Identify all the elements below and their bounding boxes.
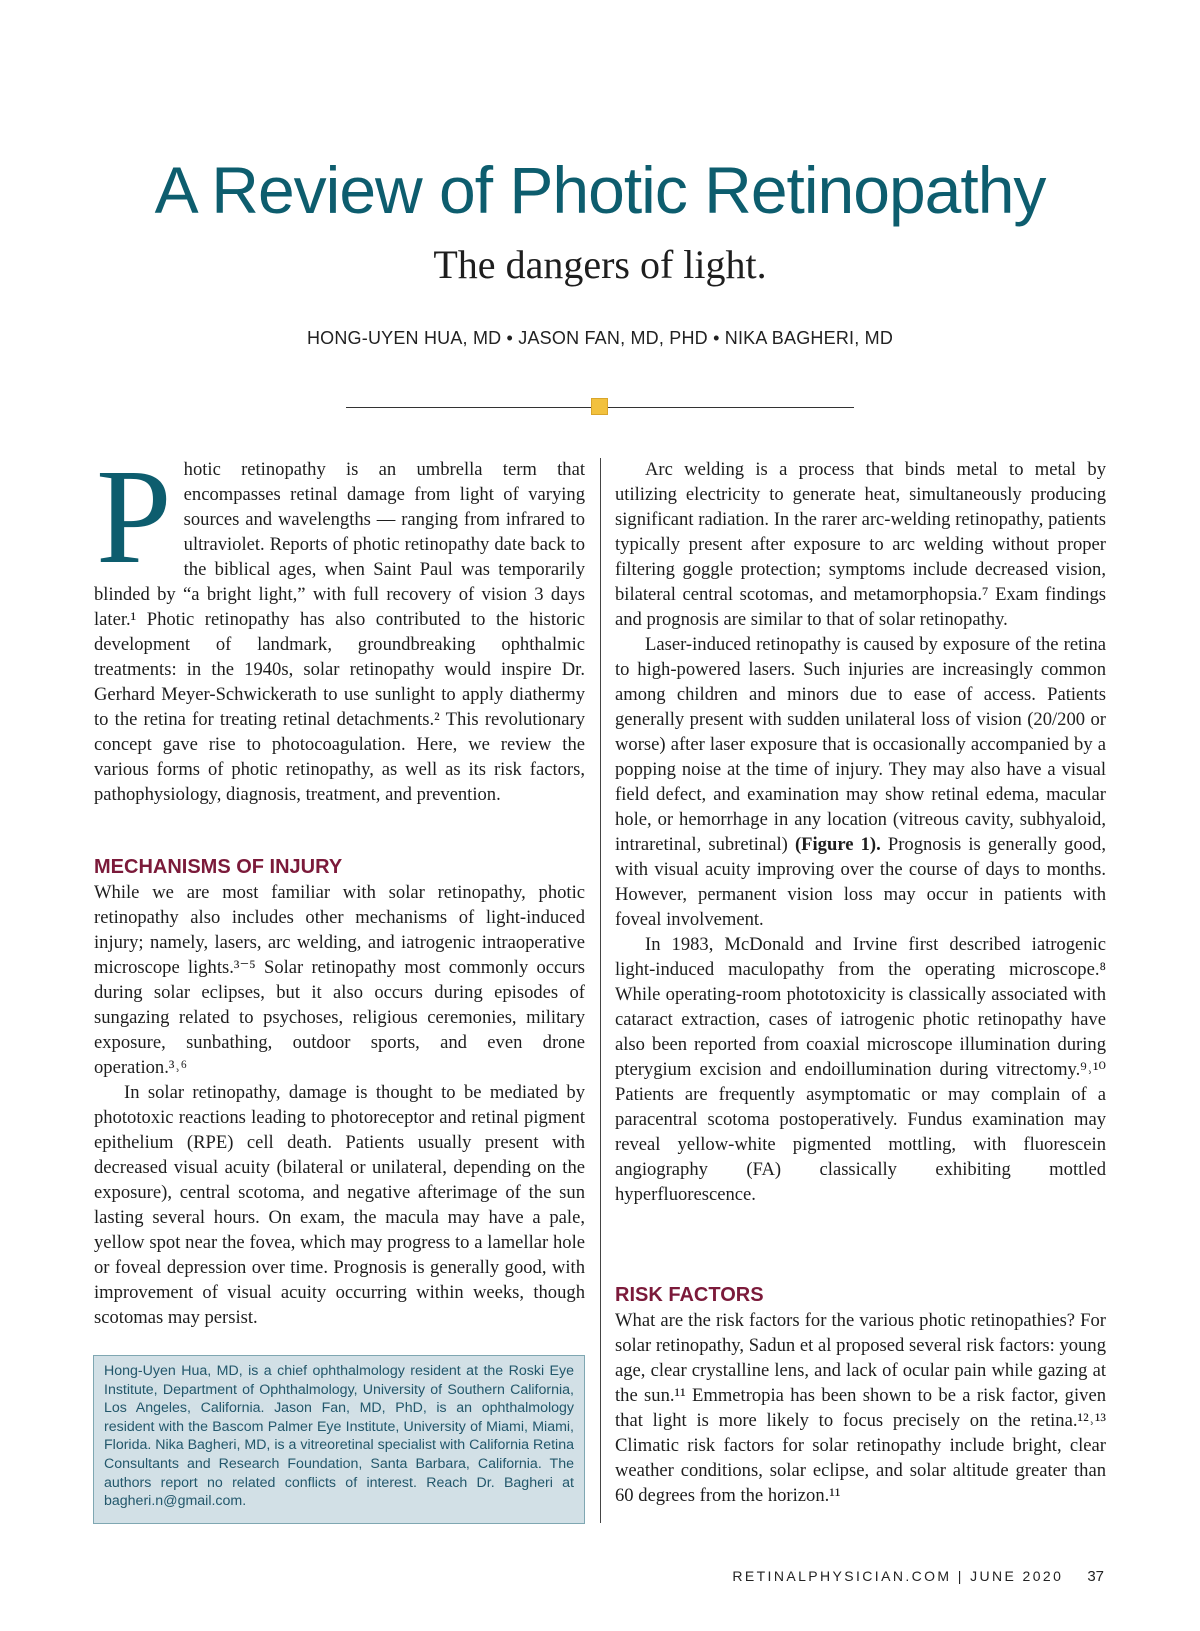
paragraph-risk-factors: What are the risk factors for the various photic retinopathies? For solar retinopathy, Sadun et al proposed several risk factors: young age, clear crystalline lens, and lack of ocular pain while gazing at the sun.¹¹ Emmetropia has been shown to be a risk factor, given that light is more likely to focus precisely on the retina.¹²˒¹³ Climatic risk factors for solar retinopathy include bright, clear weather conditions, solar eclipse, and solar altitude greater than 60 degrees from the horizon.¹¹	[615, 1310, 1106, 1506]
intro-section	[94, 442, 585, 807]
paragraph-iatrogenic: In 1983, McDonald and Irvine first described iatrogenic light-induced maculopathy from the operating microscope.⁸ While operating-room phototoxicity is classically associated with cataract extraction, cases of iatrogenic photic retinopathy have also been reported from coaxial microscope illumination during pterygium excision and endoillumination during vitrectomy.⁹˒¹⁰ Patients are frequently asymptomatic or may complain of a paracentral scotoma postoperatively. Fundus examination may reveal yellow-white pigmented mottling, with fluorescein angiography (FA) classically exhibiting mottled hyperfluorescence.	[615, 934, 1106, 1205]
figure-1-reference: (Figure 1).	[794, 834, 881, 855]
intro-text: hotic retinopathy is an umbrella term that encompasses retinal damage from light of varying sources and wavelengths — ranging from infrared to ultraviolet. Reports of photic retinopathy date back to the biblical ages, when Saint Paul was temporarily blinded by “a bright light,” with full recovery of vision 3 days later.¹ Photic retinopathy has also contributed to the historic development of landmark, groundbreaking ophthalmic treatments: in the 1940s, solar retinopathy would inspire Dr. Gerhard Meyer-Schwickerath to use sunlight to apply diathermy to the retina for treating retinal detachments.² This revolutionary concept gave rise to photocoagulation. Here, we review the various forms of photic retinopathy, as well as its risk factors, pathophysiology, diagnosis, treatment, and prevention.	[94, 459, 585, 805]
risk-factors-section	[615, 1282, 1106, 1508]
article-subtitle: The dangers of light.	[433, 242, 767, 287]
intro-paragraph	[94, 442, 585, 807]
page-number: 37	[1087, 1568, 1104, 1585]
laser-text-a: Laser-induced retinopathy is caused by exposure of the retina to high-powered lasers. Such injuries are increasingly common among children and minors due to ease of access. Patients generally present with sudden unilateral loss of vision (20/200 or worse) after laser exposure that is occasionally accompanied by a popping noise at the time of injury. They may also have a visual field defect, and examination may show retinal edema, macular hole, or hemorrhage in any location (vitreous cavity, subhyaloid, intraretinal, subretinal)	[615, 634, 1106, 855]
paragraph-laser	[615, 632, 1106, 932]
section-heading-risk-factors: RISK FACTORS	[615, 1284, 764, 1306]
mechanisms-section	[94, 854, 585, 1330]
column-divider	[600, 458, 601, 1523]
laser-text-b: Prognosis is generally good, with visual acuity improving over the course of days to months. However, permanent vision loss may occur in patients with foveal involvement.	[615, 834, 1106, 930]
paragraph-arc-welding: Arc welding is a process that binds metal to metal by utilizing electricity to generate heat, simultaneously producing significant radiation. In the rarer arc-welding retinopathy, patients typically present after exposure to arc welding without proper filtering goggle protection; symptoms include decreased vision, bilateral central scotomas, and metamorphopsia.⁷ Exam findings and prognosis are similar to that of solar retinopathy.	[615, 459, 1106, 630]
drop-cap: P	[96, 442, 172, 592]
paragraph-mechanisms-2: In solar retinopathy, damage is thought to be mediated by phototoxic reactions leading to photoreceptor and retinal pigment epithelium (RPE) cell death. Patients usually present with decreased visual acuity (bilateral or unilateral, depending on the exposure), central scotoma, and negative afterimage of the sun lasting several hours. On exam, the macula may have a pale, yellow spot near the fovea, which may progress to a lamellar hole or foveal depression over time. Prognosis is generally good, with improvement of visual acuity occurring within weeks, though scotomas may persist.	[94, 1082, 585, 1328]
author-byline: HONG-UYEN HUA, MD • JASON FAN, MD, PHD • NIKA BAGHERI, MD	[306, 328, 894, 348]
article-title: A Review of Photic Retinopathy	[154, 153, 1046, 227]
author-bio-box	[93, 1355, 585, 1524]
author-bio-text: Hong-Uyen Hua, MD, is a chief ophthalmology resident at the Roski Eye Institute, Department of Ophthalmology, University of Southern California, Los Angeles, California. Jason Fan, MD, PhD, is an ophthalmology resident with the Bascom Palmer Eye Institute, University of Miami, Miami, Florida. Nika Bagheri, MD, is a vitreoretinal specialist with California Retina Consultants and Research Foundation, Santa Barbara, California. The authors report no related conflicts of interest. Reach Dr. Bagheri at bagheri.n@gmail.com.	[104, 1363, 574, 1510]
divider-square-icon	[591, 398, 608, 415]
section-heading-mechanisms: MECHANISMS OF INJURY	[94, 856, 343, 878]
page-footer	[732, 1568, 1104, 1585]
right-column-body	[615, 457, 1106, 1207]
paragraph-mechanisms-1: While we are most familiar with solar retinopathy, photic retinopathy also includes other mechanisms of light-induced injury; namely, lasers, arc welding, and iatrogenic intraoperative microscope lights.³⁻⁵ Solar retinopathy most commonly occurs during solar eclipses, but it also occurs during episodes of sungazing related to psychoses, religious ceremonies, military exposure, sunbathing, outdoor sports, and even drone operation.³˒⁶	[94, 882, 585, 1078]
footer-site-date: RETINALPHYSICIAN.COM | JUNE 2020	[732, 1568, 1064, 1584]
